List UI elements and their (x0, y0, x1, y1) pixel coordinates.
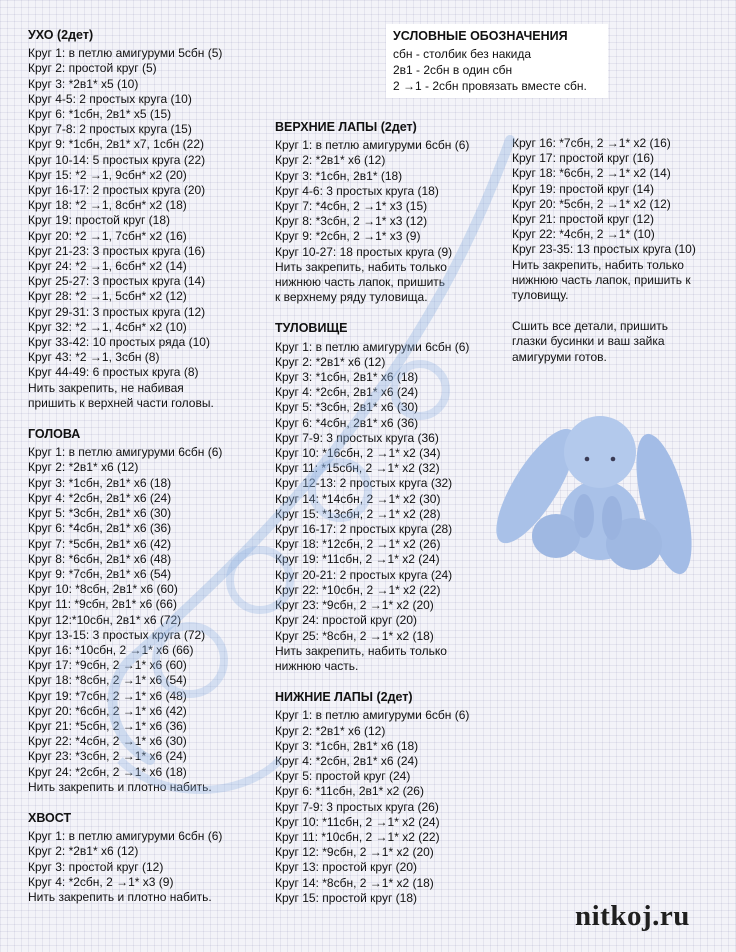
text-line: Круг 7-9: 3 простых круга (36) (275, 430, 439, 445)
bunny-eye-right (611, 457, 616, 462)
text-line: Круг 19: простой круг (18) (28, 213, 171, 228)
text-line: Круг 23-35: 13 простых круга (10) (512, 242, 696, 257)
text-line: к верхнему ряду туловища. (275, 290, 428, 305)
text-line: Круг 24: *2сбн, 2 →1* х6 (18) (28, 764, 187, 779)
text-line: Круг 1: в петлю амигуруми 6сбн (6) (28, 445, 223, 460)
text-line: Круг 8: *3сбн, 2 →1* х3 (12) (275, 214, 428, 229)
head-lines (28, 445, 222, 795)
bunny-arm-left (574, 494, 594, 538)
text-line: 2в1 - 2сбн в один сбн (393, 63, 513, 77)
text-line: Круг 10-14: 5 простых круга (22) (28, 152, 206, 167)
text-line: Круг 5: *3сбн, 2в1* х6 (30) (28, 506, 172, 521)
text-line: Круг 3: *1сбн, 2в1* х6 (18) (28, 475, 172, 490)
text-line: сбн - столбик без накида (393, 47, 532, 61)
head-title: ГОЛОВА (28, 427, 81, 442)
text-line: Круг 8: *6сбн, 2в1* х6 (48) (28, 551, 172, 566)
text-line: нижнюю часть. (275, 658, 359, 673)
text-line: Круг 5: простой круг (24) (275, 769, 411, 784)
text-line: Круг 2: *2в1* х6 (12) (28, 460, 139, 475)
text-line: Нить закрепить, не набивая (28, 380, 184, 395)
text-line: Круг 1: в петлю амигуруми 6сбн (6) (275, 138, 470, 153)
bunny-paw-left (532, 514, 580, 558)
text-line: пришить к верхней части головы. (28, 395, 214, 410)
text-line: Круг 17: простой круг (16) (512, 151, 655, 166)
legend-items (393, 46, 601, 94)
text-line: Круг 4: *2сбн, 2в1* х6 (24) (275, 753, 419, 768)
text-line: Круг 25: *8сбн, 2 →1* х2 (18) (275, 628, 434, 643)
text-line: 2 →1 - 2сбн провязать вместе сбн. (393, 79, 587, 93)
text-line: Круг 20: *5сбн, 2 →1* х2 (12) (512, 196, 671, 211)
text-line: Круг 12:*10сбн, 2в1* х6 (72) (28, 612, 182, 627)
text-line: Круг 16: *7сбн, 2 →1* х2 (16) (512, 136, 671, 150)
text-line: Нить закрепить и плотно набить. (28, 889, 212, 904)
text-line: Круг 23: *9сбн, 2 →1* х2 (20) (275, 598, 434, 613)
finish-lines (512, 319, 696, 365)
text-line: нижнюю часть лапок, пришить (275, 275, 446, 290)
text-line: Круг 15: простой круг (18) (275, 890, 418, 905)
text-line: Круг 18: *6сбн, 2 →1* х2 (14) (512, 166, 671, 181)
text-line: Круг 10: *8сбн, 2в1* х6 (60) (28, 582, 178, 597)
text-line: Круг 10: *16сбн, 2 →1* х2 (34) (275, 446, 441, 461)
text-line: Круг 7-9: 3 простых круга (26) (275, 799, 439, 814)
middle-column (275, 120, 469, 906)
text-line: Круг 7: *5сбн, 2в1* х6 (42) (28, 536, 172, 551)
text-line: Круг 12: *9сбн, 2 →1* х2 (20) (275, 845, 434, 860)
text-line: Круг 2: *2в1* х6 (12) (275, 153, 386, 168)
text-line: Круг 1: в петлю амигуруми 5сбн (5) (28, 46, 223, 61)
text-line: Круг 11: *9сбн, 2в1* х6 (66) (28, 597, 177, 612)
text-line: Круг 22: *10сбн, 2 →1* х2 (22) (275, 582, 441, 597)
text-line: Круг 18: *12сбн, 2 →1* х2 (26) (275, 537, 441, 552)
text-line: Круг 24: простой круг (20) (275, 613, 418, 628)
text-line: Нить закрепить, набить только (275, 643, 447, 658)
text-line: Круг 44-49: 6 простых круга (8) (28, 365, 199, 380)
text-line: Круг 33-42: 10 простых ряда (10) (28, 335, 210, 350)
text-line: Круг 5: *3сбн, 2в1* х6 (30) (275, 400, 419, 415)
text-line: Нить закрепить, набить только (512, 257, 684, 272)
text-line: Круг 6: *1сбн, 2в1* х5 (15) (28, 107, 172, 122)
text-line: Круг 16-17: 2 простых круга (20) (28, 183, 206, 198)
text-line: Круг 2: *2в1* х6 (12) (275, 354, 386, 369)
bunny-head (564, 416, 636, 488)
text-line: Круг 1: в петлю амигуруми 6сбн (6) (275, 708, 470, 723)
text-line: Круг 1: в петлю амигуруми 6сбн (6) (28, 829, 223, 844)
text-line: Нить закрепить и плотно набить. (28, 779, 212, 794)
text-line: Круг 17: *9сбн, 2 →1* х6 (60) (28, 658, 187, 673)
text-line: Круг 20: *2 →1, 7сбн* х2 (16) (28, 228, 187, 243)
text-line: Круг 20: *6сбн, 2 →1* х6 (42) (28, 703, 187, 718)
right-column (512, 136, 696, 365)
text-line: Круг 4: *2сбн, 2 →1* х3 (9) (28, 874, 174, 889)
text-line: Круг 9: *1сбн, 2в1* х7, 1сбн (22) (28, 137, 205, 152)
text-line: амигуруми готов. (512, 349, 607, 364)
text-line: Нить закрепить, набить только (275, 259, 447, 274)
text-line: глазки бусинки и ваш зайка (512, 334, 665, 349)
body-lines (275, 340, 469, 674)
tail-lines (28, 829, 222, 905)
text-line: Круг 43: *2 →1, 3сбн (8) (28, 350, 160, 365)
bunny-arm-right (602, 496, 622, 540)
text-line: Круг 22: *4сбн, 2 →1* х6 (30) (28, 734, 187, 749)
text-line: Круг 2: простой круг (5) (28, 61, 157, 76)
tail-title: ХВОСТ (28, 810, 72, 825)
legend-title: УСЛОВНЫЕ ОБОЗНАЧЕНИЯ (393, 29, 568, 43)
left-column (28, 28, 222, 905)
text-line: Круг 16: *10сбн, 2 →1* х6 (66) (28, 642, 194, 657)
text-line: Круг 6: *4сбн, 2в1* х6 (36) (275, 415, 419, 430)
text-line: Круг 9: *7сбн, 2в1* х6 (54) (28, 566, 172, 581)
ear-lines (28, 46, 222, 411)
text-line: Круг 18: *8сбн, 2 →1* х6 (54) (28, 673, 187, 688)
text-line: Круг 13: простой круг (20) (275, 860, 418, 875)
text-line: Круг 15: *2 →1, 9сбн* х2 (20) (28, 167, 187, 182)
body-title: ТУЛОВИЩЕ (275, 321, 348, 336)
text-line: Круг 15: *13сбн, 2 →1* х2 (28) (275, 506, 441, 521)
text-line: Круг 7-8: 2 простых круга (15) (28, 122, 192, 137)
text-line: Круг 29-31: 3 простых круга (12) (28, 304, 206, 319)
text-line: Круг 21: *5сбн, 2 →1* х6 (36) (28, 718, 187, 733)
text-line: Круг 21-23: 3 простых круга (16) (28, 243, 206, 258)
text-line: Круг 4-5: 2 простых круга (10) (28, 91, 192, 106)
text-line: Круг 14: *14сбн, 2 →1* х2 (30) (275, 491, 441, 506)
text-line: Круг 23: *3сбн, 2 →1* х6 (24) (28, 749, 187, 764)
lower-paws-lines (275, 708, 469, 906)
text-line: Круг 21: простой круг (12) (512, 212, 655, 227)
text-line: Круг 7: *4сбн, 2 →1* х3 (15) (275, 199, 428, 214)
text-line: Круг 16-17: 2 простых круга (28) (275, 522, 453, 537)
text-line: Круг 3: *2в1* х5 (10) (28, 76, 139, 91)
text-line: Круг 19: простой круг (14) (512, 181, 655, 196)
text-line: нижнюю часть лапок, пришить к (512, 272, 691, 287)
text-line: Круг 12-13: 2 простых круга (32) (275, 476, 453, 491)
upper-paws-title: ВЕРХНИЕ ЛАПЫ (2дет) (275, 120, 417, 134)
text-line: туловищу. (512, 288, 569, 303)
text-line: Круг 13-15: 3 простых круга (72) (28, 627, 206, 642)
bunny-photo (488, 408, 698, 580)
ear-title: УХО (2дет) (28, 28, 94, 42)
text-line: Круг 19: *11сбн, 2 →1* х2 (24) (275, 552, 440, 567)
text-line: Круг 4-6: 3 простых круга (18) (275, 183, 439, 198)
text-line: Круг 25-27: 3 простых круга (14) (28, 274, 206, 289)
text-line: Круг 4: *2сбн, 2в1* х6 (24) (275, 385, 419, 400)
text-line: Круг 3: *1сбн, 2в1* х6 (18) (275, 738, 419, 753)
upper-paws-continued-lines (512, 136, 696, 303)
text-line: Круг 28: *2 →1, 5сбн* х2 (12) (28, 289, 187, 304)
legend-box (386, 24, 608, 98)
text-line: Круг 9: *2сбн, 2 →1* х3 (9) (275, 229, 421, 244)
upper-paws-lines (275, 138, 469, 305)
text-line: Круг 6: *11сбн, 2в1* х2 (26) (275, 784, 424, 799)
text-line: Круг 2: *2в1* х6 (12) (28, 844, 139, 859)
text-line: Круг 6: *4сбн, 2в1* х6 (36) (28, 521, 172, 536)
text-line: Круг 10: *11сбн, 2 →1* х2 (24) (275, 814, 440, 829)
site-name: nitkoj.ru (575, 900, 690, 932)
text-line: Круг 11: *15сбн, 2 →1* х2 (32) (275, 461, 440, 476)
text-line: Круг 20-21: 2 простых круга (24) (275, 567, 453, 582)
lower-paws-title: НИЖНИЕ ЛАПЫ (2дет) (275, 690, 413, 705)
text-line: Круг 2: *2в1* х6 (12) (275, 723, 386, 738)
text-line: Круг 19: *7сбн, 2 →1* х6 (48) (28, 688, 187, 703)
text-line: Круг 3: *1сбн, 2в1* (18) (275, 168, 403, 183)
text-line: Круг 3: *1сбн, 2в1* х6 (18) (275, 370, 419, 385)
text-line: Круг 10-27: 18 простых круга (9) (275, 244, 453, 259)
text-line: Круг 3: простой круг (12) (28, 859, 164, 874)
text-line: Круг 32: *2 →1, 4сбн* х2 (10) (28, 319, 187, 334)
text-line: Круг 11: *10сбн, 2 →1* х2 (22) (275, 829, 440, 844)
text-line: Круг 24: *2 →1, 6сбн* х2 (14) (28, 259, 187, 274)
bunny-eye-left (585, 457, 590, 462)
text-line: Круг 18: *2 →1, 8сбн* х2 (18) (28, 198, 187, 213)
text-line: Сшить все детали, пришить (512, 319, 668, 334)
text-line: Круг 1: в петлю амигуруми 6сбн (6) (275, 339, 470, 354)
text-line: Круг 14: *8сбн, 2 →1* х2 (18) (275, 875, 434, 890)
text-line: Круг 22: *4сбн, 2 →1* (10) (512, 227, 655, 242)
text-line: Круг 4: *2сбн, 2в1* х6 (24) (28, 490, 172, 505)
